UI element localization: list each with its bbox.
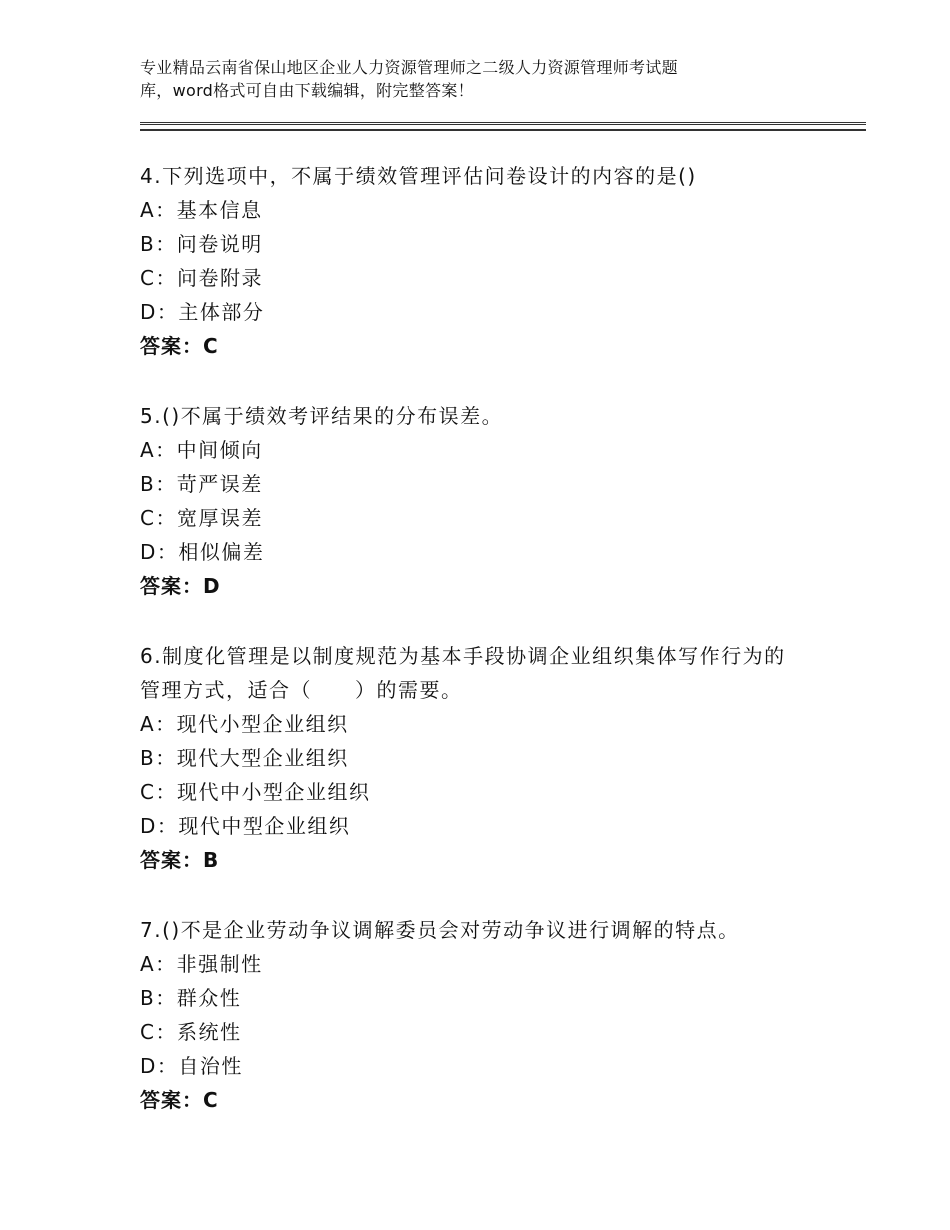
option-d: D：相似偏差 xyxy=(140,540,265,564)
header-divider xyxy=(140,122,866,131)
header-line-2: 库，word格式可自由下载编辑，附完整答案！ xyxy=(140,81,474,100)
option-c: C：系统性 xyxy=(140,1020,242,1044)
question-7 xyxy=(140,913,860,1117)
question-text: 6.制度化管理是以制度规范为基本手段协调企业组织集体写作行为的 xyxy=(140,644,786,668)
option-b: B：群众性 xyxy=(140,986,242,1010)
header-line-1: 专业精品云南省保山地区企业人力资源管理师之二级人力资源管理师考试题 xyxy=(140,58,678,77)
option-a: A：中间倾向 xyxy=(140,438,263,462)
question-text: 4.下列选项中，不属于绩效管理评估问卷设计的内容的是() xyxy=(140,164,697,188)
question-list xyxy=(140,159,860,1153)
option-b: B：现代大型企业组织 xyxy=(140,746,349,770)
question-5 xyxy=(140,399,860,603)
option-c: C：现代中小型企业组织 xyxy=(140,780,371,804)
question-6 xyxy=(140,639,860,877)
option-d: D：现代中型企业组织 xyxy=(140,814,351,838)
document-header xyxy=(140,56,840,102)
answer: 答案：C xyxy=(140,1088,219,1112)
option-c: C：问卷附录 xyxy=(140,266,263,290)
question-text-continued: 管理方式，适合（ ）的需要。 xyxy=(140,678,463,702)
option-a: A：现代小型企业组织 xyxy=(140,712,349,736)
option-d: D：主体部分 xyxy=(140,300,265,324)
option-b: B：苛严误差 xyxy=(140,472,263,496)
question-text: 5.()不属于绩效考评结果的分布误差。 xyxy=(140,404,504,428)
question-text: 7.()不是企业劳动争议调解委员会对劳动争议进行调解的特点。 xyxy=(140,918,740,942)
option-c: C：宽厚误差 xyxy=(140,506,263,530)
option-a: A：非强制性 xyxy=(140,952,263,976)
question-4 xyxy=(140,159,860,363)
option-a: A：基本信息 xyxy=(140,198,263,222)
answer: 答案：C xyxy=(140,334,219,358)
answer: 答案：D xyxy=(140,574,221,598)
answer: 答案：B xyxy=(140,848,220,872)
option-b: B：问卷说明 xyxy=(140,232,263,256)
option-d: D：自治性 xyxy=(140,1054,243,1078)
